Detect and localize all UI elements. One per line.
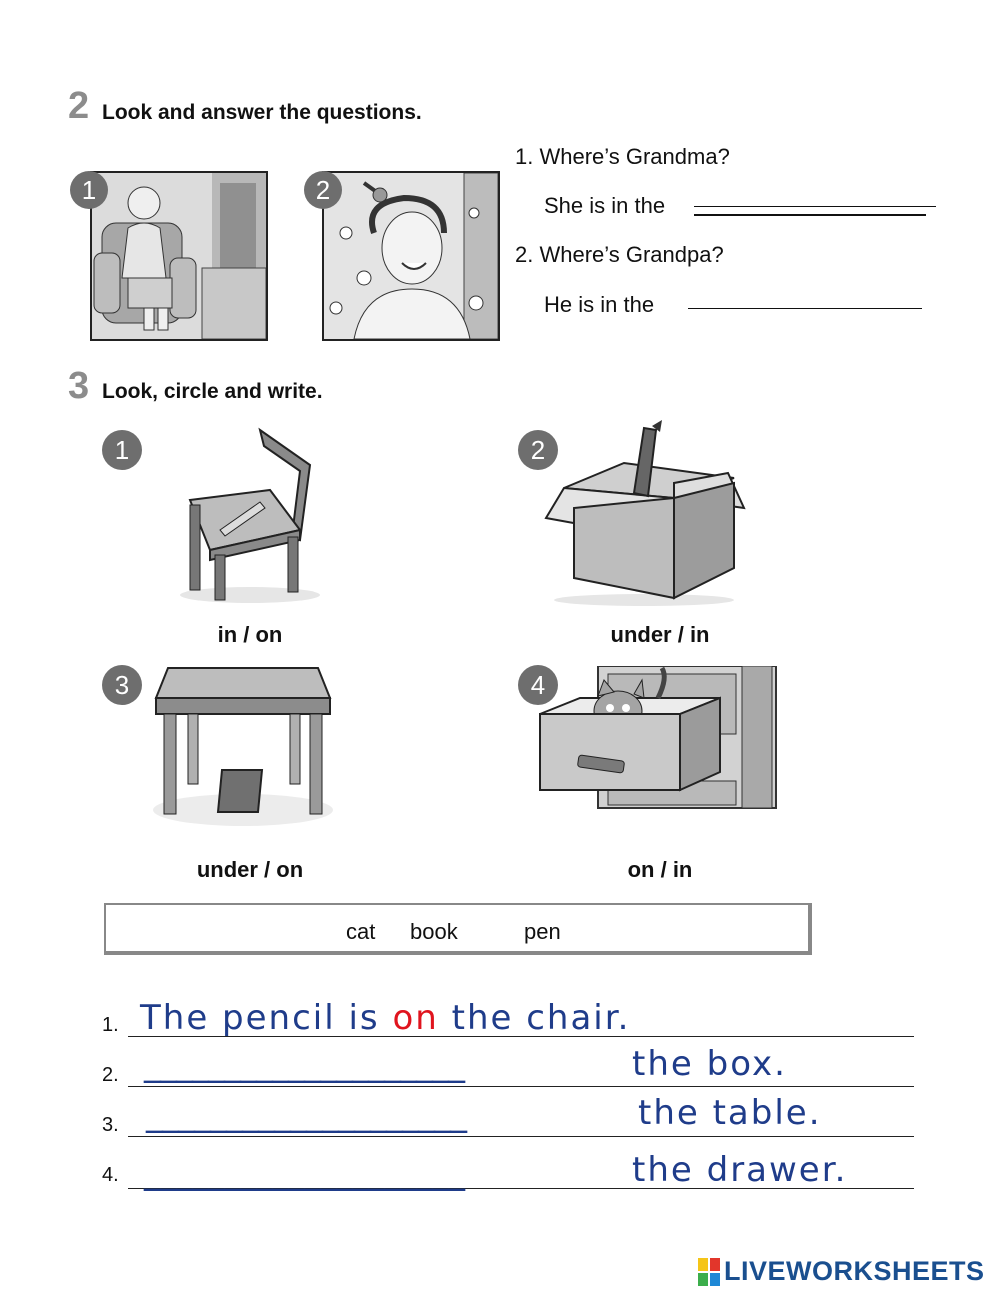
item-1-badge: 1 xyxy=(102,430,142,470)
sentence-3-blank[interactable]: ____________________ xyxy=(146,1094,466,1134)
book-under-table-illustration xyxy=(148,660,338,830)
item-4-choices[interactable]: on / in xyxy=(627,857,693,882)
item-2-badge: 2 xyxy=(518,430,558,470)
item-3-badge: 3 xyxy=(102,665,142,705)
word-bank-pen: pen xyxy=(524,919,561,944)
sentence-3-line xyxy=(128,1136,914,1137)
grandma-armchair-illustration xyxy=(90,171,268,341)
question-1-answer-line[interactable] xyxy=(694,206,936,207)
sentence-2-blank[interactable]: ____________________ xyxy=(144,1044,464,1084)
sentence-2-end: the box. xyxy=(632,1044,787,1084)
sentence-1-highlight: on xyxy=(392,998,439,1038)
question-1-answer-underline xyxy=(694,214,926,216)
item-1-choices[interactable]: in / on xyxy=(217,622,283,647)
picture-2-badge: 2 xyxy=(304,171,342,209)
picture-1-badge: 1 xyxy=(70,171,108,209)
cat-in-drawer-illustration xyxy=(538,666,778,830)
box-with-pen-illustration xyxy=(534,418,748,608)
section-3-number: 3 xyxy=(68,365,90,407)
section-2-title: Look and answer the questions. xyxy=(102,101,422,124)
sentence-1-number: 1. xyxy=(102,1014,119,1036)
question-2: 2. Where’s Grandpa? xyxy=(515,242,724,267)
section-2-number: 2 xyxy=(68,85,90,127)
liveworksheets-logo[interactable] xyxy=(698,1256,985,1287)
sentence-3-number: 3. xyxy=(102,1114,119,1136)
item-4-badge: 4 xyxy=(518,665,558,705)
sentence-4-end: the drawer. xyxy=(632,1150,848,1190)
sentence-1-answer[interactable] xyxy=(140,998,630,1038)
sentence-2-line xyxy=(128,1086,914,1087)
question-1-prompt: She is in the xyxy=(544,193,666,218)
word-bank xyxy=(104,903,812,955)
question-2-answer-line[interactable] xyxy=(688,308,922,309)
sentence-3-end: the table. xyxy=(638,1093,822,1133)
section-3-title: Look, circle and write. xyxy=(102,380,323,403)
item-2-choices[interactable]: under / in xyxy=(610,622,710,647)
word-bank-cat: cat xyxy=(346,919,376,944)
word-bank-book: book xyxy=(410,919,458,944)
question-1: 1. Where’s Grandma? xyxy=(515,144,730,169)
grandpa-shower-illustration xyxy=(322,171,500,341)
sentence-4-blank[interactable]: ____________________ xyxy=(144,1152,464,1192)
chair-with-pencil-illustration xyxy=(170,425,330,605)
sentence-1-pre: The pencil is xyxy=(140,998,393,1038)
liveworksheets-logo-text: LIVEWORKSHEETS xyxy=(724,1256,985,1286)
question-2-prompt: He is in the xyxy=(544,292,655,317)
item-3-choices[interactable]: under / on xyxy=(196,857,304,882)
liveworksheets-logo-icon xyxy=(698,1258,720,1286)
sentence-2-number: 2. xyxy=(102,1064,119,1086)
sentence-4-number: 4. xyxy=(102,1164,119,1186)
sentence-1-post: the chair. xyxy=(438,998,631,1038)
